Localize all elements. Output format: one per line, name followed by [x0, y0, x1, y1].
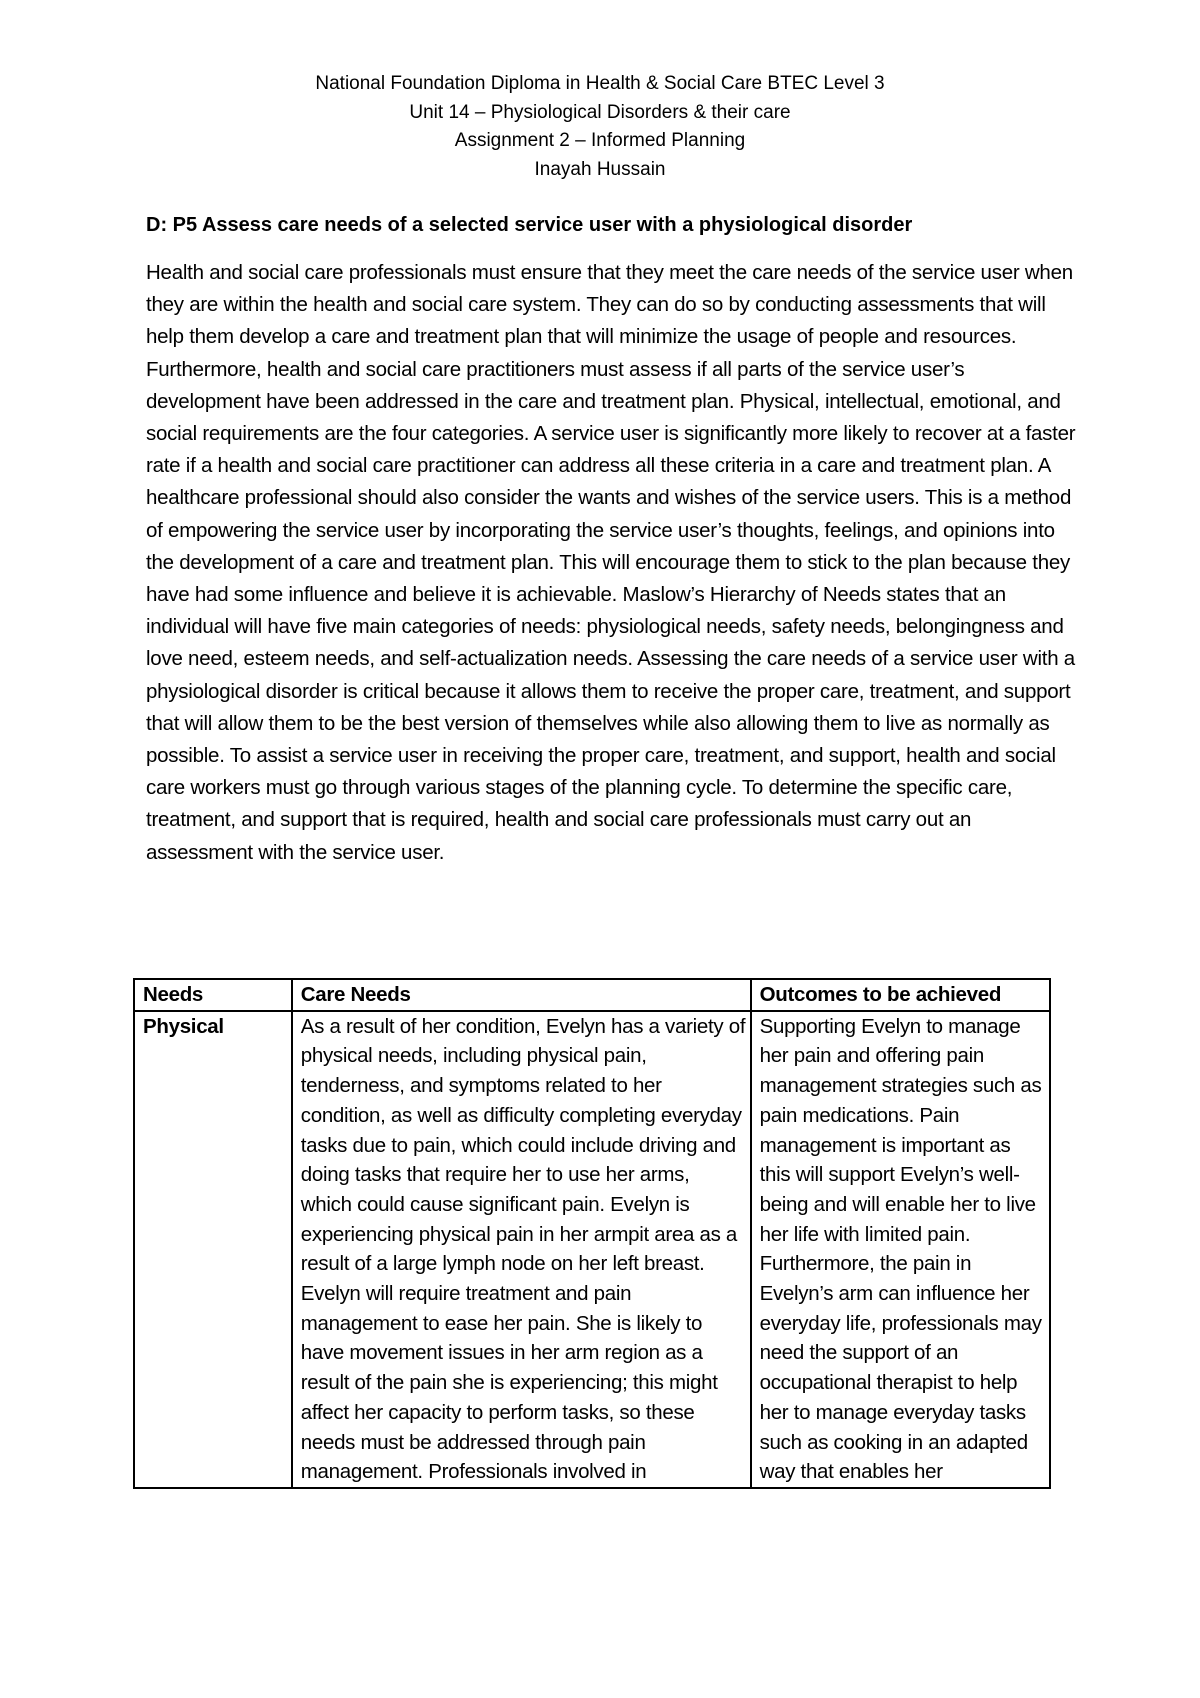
body-paragraph: Health and social care professionals must ensure that they meet the care needs of the service user when they are within the health and social care system. They can do so by conducting assessments that will help them develop a care and treatment plan that will minimize the usage of people and resources. Furthermore, health and social care practitioners must assess if all parts of the service user’s development have been addressed in the care and treatment plan. Physical, intellectual, emotional, and social requirements are the four categories. A service user is significantly more likely to recover at a faster rate if a health and social care practitioner can address all these criteria in a care and treatment plan. A healthcare professional should also consider the wants and wishes of the service users. This is a method of empowering the service user by incorporating the service user’s thoughts, feelings, and opinions into the development of a care and treatment plan. This will encourage them to stick to the plan because they have had some influence and believe it is achievable. Maslow’s Hierarchy of Needs states that an individual will have five main categories of needs: physiological needs, safety needs, belongingness and love need, esteem needs, and self-actualization needs. Assessing the care needs of a service user with a physiological disorder is critical because it allows them to receive the proper care, treatment, and support that will allow them to be the best version of themselves while also allowing them to live as normally as possible. To assist a service user in receiving the proper care, treatment, and support, health and social care workers must go through various stages of the planning cycle. To determine the specific care, treatment, and support that is required, health and social care professionals must carry out an assessment with the service user. — [146, 261, 1076, 864]
header-needs: Needs — [134, 979, 292, 1011]
table-header-row — [134, 979, 1050, 1011]
section-heading: D: P5 Assess care needs of a selected service user with a physiological disorder — [146, 214, 913, 236]
care-needs-table — [133, 978, 1051, 1489]
document-header — [0, 70, 1200, 184]
need-category: Physical — [134, 1011, 292, 1488]
author-name: Inayah Hussain — [534, 158, 666, 180]
unit-title: Unit 14 – Physiological Disorders & their care — [409, 101, 791, 123]
care-needs-cell: As a result of her condition, Evelyn has a variety of physical needs, including physical pain, tenderness, and symptoms related to her condition, as well as difficulty completing everyday tasks due to pain, which could include driving and doing tasks that require her to use her arms, which could cause significant pain. Evelyn is experiencing physical pain in her armpit area as a result of a large lymph node on her left breast. Evelyn will require treatment and pain management to ease her pain. She is likely to have movement issues in her arm region as a result of the pain she is experiencing; this might affect her capacity to perform tasks, so these needs must be addressed through pain management. Professionals involved in — [292, 1011, 751, 1488]
course-title: National Foundation Diploma in Health & Social Care BTEC Level 3 — [315, 73, 885, 94]
table-row — [134, 1011, 1050, 1488]
header-care-needs: Care Needs — [292, 979, 751, 1011]
header-outcomes: Outcomes to be achieved — [751, 979, 1050, 1011]
assignment-title: Assignment 2 – Informed Planning — [454, 130, 746, 151]
outcomes-cell: Supporting Evelyn to manage her pain and offering pain management strategies such as pain medications. Pain management is important as this will support Evelyn’s well-being and will enable her to live her life with limited pain. Furthermore, the pain in Evelyn’s arm can influence her everyday life, professionals may need the support of an occupational therapist to help her to manage everyday tasks such as cooking in an adapted way that enables her — [751, 1011, 1050, 1488]
